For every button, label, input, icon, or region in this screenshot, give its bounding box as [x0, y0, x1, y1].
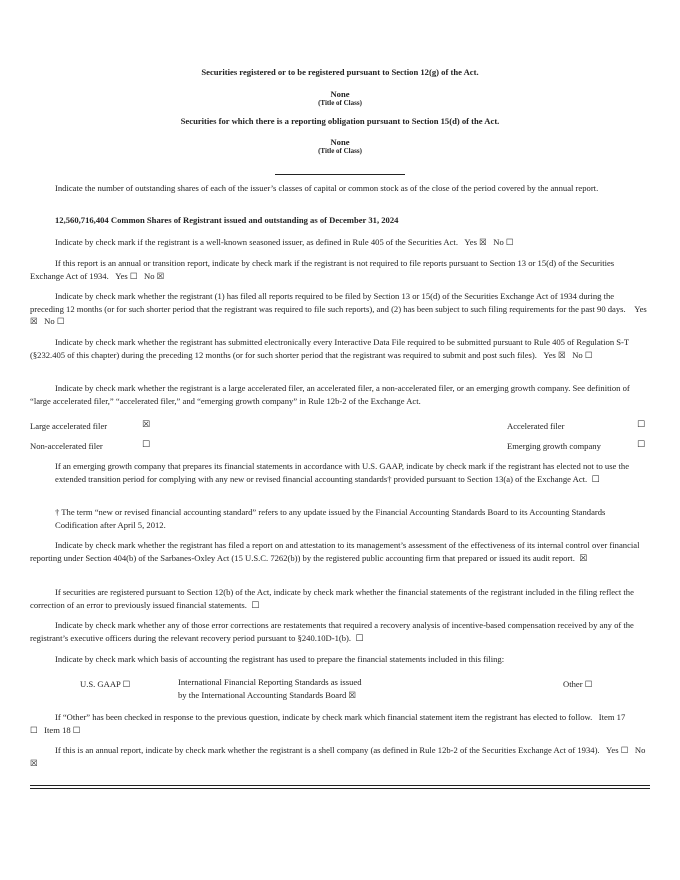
- shell-company-question: [30, 744, 650, 769]
- large-accelerated-filer-checkbox[interactable]: ☒: [142, 420, 151, 430]
- icfr-checkbox[interactable]: ☒: [579, 553, 588, 564]
- filer-status-question: Indicate by check mark whether the registrant is a large accelerated filer, an accelerated filer, a non-accelerated filer, or an emerging growth company. See definition of “large accelerated filer,” “accelerated filer,” and “emerging growth company” in Rule 12b-2 of the Exchange Act.: [30, 383, 630, 406]
- bottom-rule-bottom: [30, 788, 650, 789]
- shell-company-no[interactable]: No ☒: [30, 745, 646, 768]
- emerging-growth-company-checkbox[interactable]: ☐: [637, 440, 646, 450]
- shell-company-text: If this is an annual report, indicate by check mark whether the registrant is a shell company (as defined in Rule 12b-2 of the Securities Exchange Act of 1934).: [55, 745, 600, 755]
- interactive-data-text: Indicate by check mark whether the registrant has submitted electronically every Interactive Data File required to be submitted pursuant to Rule 405 of Regulation S-T (§232.405 of this chapter) during the preceding 12 months (or for such shorter period that the registrant was required to submit and post such files).: [30, 337, 630, 360]
- egc-question: [55, 460, 650, 486]
- large-accelerated-filer-label: Large accelerated filer: [30, 421, 108, 431]
- interactive-data-yes[interactable]: Yes ☒: [543, 349, 566, 360]
- non-accelerated-filer-label: Non-accelerated filer: [30, 441, 103, 451]
- restatement-question: [30, 619, 650, 645]
- section-15d-caption: (Title of Class): [318, 147, 362, 155]
- accelerated-filer-label: Accelerated filer: [507, 421, 565, 431]
- item-18-checkbox[interactable]: Item 18 ☐: [44, 724, 81, 735]
- shares-outstanding: 12,560,716,404 Common Shares of Registrant issued and outstanding as of December 31, 2024: [55, 215, 399, 225]
- other-item-question: [30, 711, 650, 736]
- filed-no[interactable]: No ☐: [44, 316, 65, 326]
- section-12g-value: None: [330, 89, 350, 99]
- basis-us-gaap[interactable]: U.S. GAAP ☐: [80, 679, 131, 689]
- wksi-text: Indicate by check mark if the registrant is a well-known seasoned issuer, as defined in Rule 405 of the Securities Act.: [55, 237, 458, 247]
- bottom-rule-top: [30, 785, 650, 786]
- error-correction-checkbox[interactable]: ☐: [251, 600, 260, 611]
- interactive-data-question: [30, 336, 650, 361]
- restatement-text: Indicate by check mark whether any of those error corrections are restatements that required a recovery analysis of incentive-based compensation received by any of the registrant’s executive officers during the relevant recovery period pursuant to §240.10D-1(b).: [30, 620, 634, 643]
- restatement-checkbox[interactable]: ☐: [355, 633, 364, 644]
- accounting-basis-question: Indicate by check mark which basis of accounting the registrant has used to prepare the financial statements included in this filing:: [55, 654, 505, 664]
- item-17-checkbox[interactable]: Item 17 ☐: [30, 712, 626, 735]
- not-required-no[interactable]: No ☒: [144, 270, 165, 281]
- wksi-no[interactable]: No ☐: [493, 237, 514, 247]
- basis-ifrs-line1: International Financial Reporting Standards as issued: [178, 677, 362, 687]
- section-15d-value: None: [330, 137, 350, 147]
- other-item-text: If “Other” has been checked in response to the previous question, indicate by check mark which financial statement item the registrant has elected to follow.: [55, 712, 593, 722]
- wksi-question: [30, 236, 650, 249]
- icfr-question: [30, 539, 650, 565]
- icfr-text: Indicate by check mark whether the registrant has filed a report on and attestation to its management’s assessment of the effectiveness of its internal control over financial reporting under Section 404(b) of the Sarbanes-Oxley Act (15 U.S.C. 7262(b)) by the registered public accounting firm that prepared or issued its audit report.: [30, 540, 640, 563]
- filed-question: [30, 290, 650, 328]
- egc-text: If an emerging growth company that prepares its financial statements in accordance with U.S. GAAP, indicate by check mark if the registrant has elected not to use the extended transition period for complying with any new or revised financial accounting standards† provided pursuant to Section 13(a) of the Exchange Act.: [55, 461, 630, 484]
- wksi-yes[interactable]: Yes ☒: [464, 237, 487, 247]
- shell-company-yes[interactable]: Yes ☐: [606, 745, 629, 755]
- section-12g-heading: Securities registered or to be registered pursuant to Section 12(g) of the Act.: [201, 67, 479, 77]
- filed-text: Indicate by check mark whether the registrant (1) has filed all reports required to be filed by Section 13 or 15(d) of the Securities Exchange Act of 1934 during the preceding 12 months (or for such shorter period that the registrant was required to file such reports), and (2) has been subject to such filing requirements for the past 90 days.: [30, 291, 626, 314]
- shares-paragraph: Indicate the number of outstanding shares of each of the issuer’s classes of capital or common stock as of the close of the period covered by the annual report.: [55, 183, 599, 193]
- emerging-growth-company-label: Emerging growth company: [507, 441, 601, 451]
- section-12g-caption: (Title of Class): [318, 99, 362, 107]
- interactive-data-no[interactable]: No ☐: [572, 349, 593, 360]
- not-required-yes[interactable]: Yes ☐: [115, 270, 138, 281]
- basis-other[interactable]: Other ☐: [563, 679, 593, 689]
- section-15d-heading: Securities for which there is a reporting obligation pursuant to Section 15(d) of the Act.: [180, 116, 500, 126]
- not-required-text: If this report is an annual or transition report, indicate by check mark if the registrant is not required to file reports pursuant to Section 13 or 15(d) of the Securities Exchange Act of 1934.: [30, 258, 615, 281]
- basis-ifrs[interactable]: by the International Accounting Standards Board ☒: [178, 690, 357, 700]
- filed-yes[interactable]: Yes ☒: [30, 303, 647, 326]
- accelerated-filer-checkbox[interactable]: ☐: [637, 420, 646, 430]
- egc-checkbox[interactable]: ☐: [591, 474, 600, 485]
- error-correction-text: If securities are registered pursuant to Section 12(b) of the Act, indicate by check mark whether the financial statements of the registrant included in the filing reflect the correction of an error to previously issued financial statements.: [30, 587, 634, 610]
- divider: [275, 174, 405, 175]
- footnote: † The term “new or revised financial accounting standard” refers to any update issued by the Financial Accounting Standards Board to its Accounting Standards Codification after April 5, 2012.: [55, 507, 606, 530]
- not-required-question: [30, 257, 650, 282]
- error-correction-question: [30, 586, 650, 612]
- non-accelerated-filer-checkbox[interactable]: ☐: [142, 440, 151, 450]
